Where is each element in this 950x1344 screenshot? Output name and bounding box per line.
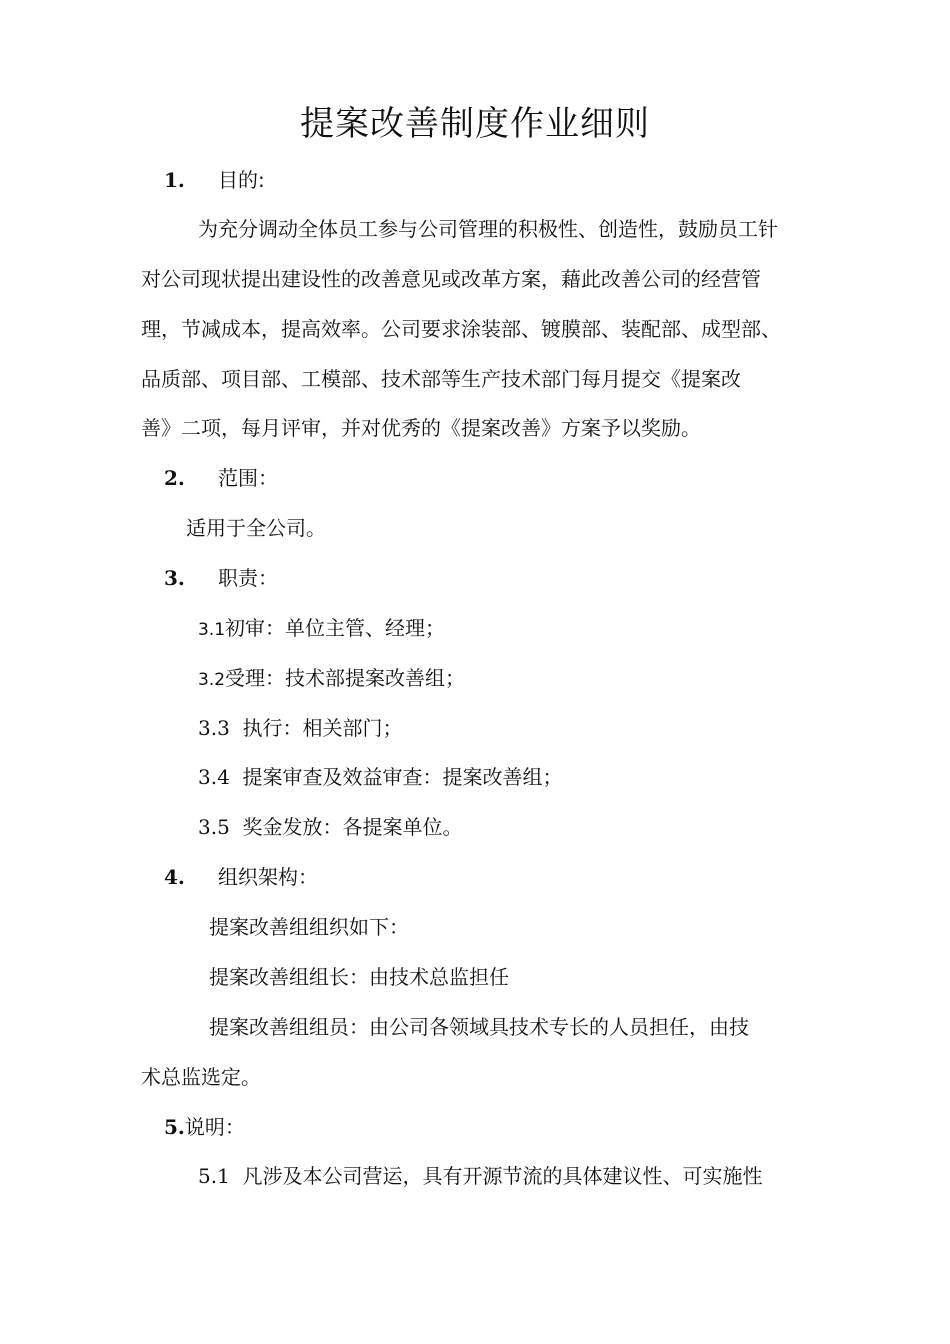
paragraph-line: 品质部、项目部、工模部、技术部等生产技术部门每月提交《提案改 xyxy=(141,367,741,391)
item-text: 奖金发放：各提案单位。 xyxy=(242,815,463,839)
item-number: 3.1 xyxy=(198,620,226,640)
section-3-heading xyxy=(164,564,278,592)
item-text: 初审：单位主管、经理； xyxy=(225,616,446,640)
section-number: 3. xyxy=(164,566,185,590)
list-item xyxy=(198,664,465,694)
item-text: 执行：相关部门； xyxy=(242,716,403,740)
paragraph-line: 理，节减成本，提高效率。公司要求涂装部、镀膜部、装配部、成型部、 xyxy=(141,317,781,341)
item-text: 凡涉及本公司营运，具有开源节流的具体建议性、可实施性 xyxy=(242,1164,763,1188)
section-2-heading xyxy=(164,464,278,492)
section-5-heading xyxy=(164,1113,245,1141)
section-1-heading xyxy=(164,166,265,194)
item-number: 3.5 xyxy=(198,815,230,839)
list-item xyxy=(198,614,445,644)
section-number: 2. xyxy=(164,466,185,490)
paragraph-line: 对公司现状提出建设性的改善意见或改革方案，藉此改善公司的经营管 xyxy=(141,267,761,291)
section-4-heading xyxy=(164,863,318,891)
section-title: 说明： xyxy=(184,1115,245,1139)
section-number: 5. xyxy=(164,1115,185,1139)
document-title: 提案改善制度作业细则 xyxy=(300,104,650,144)
section-title: 范围： xyxy=(218,466,278,490)
item-text: 提案审查及效益审查：提案改善组； xyxy=(242,765,563,789)
section-title: 组织架构： xyxy=(218,865,318,889)
paragraph-line: 提案改善组组织如下： xyxy=(209,915,409,939)
item-number: 3.3 xyxy=(198,716,230,740)
item-number: 3.4 xyxy=(198,765,230,789)
section-number: 1. xyxy=(164,168,185,192)
list-item xyxy=(198,813,463,841)
paragraph-line: 善》二项，每月评审，并对优秀的《提案改善》方案予以奖励。 xyxy=(141,416,701,440)
section-title: 职责： xyxy=(218,566,278,590)
section-title: 目的: xyxy=(218,168,265,192)
item-number: 5.1 xyxy=(198,1164,230,1188)
paragraph-line: 提案改善组组长：由技术总监担任 xyxy=(209,965,509,989)
section-number: 4. xyxy=(164,865,185,889)
paragraph-line: 提案改善组组员：由公司各领域具技术专长的人员担任，由技 xyxy=(209,1015,749,1039)
list-item xyxy=(198,714,403,742)
paragraph-line: 为充分调动全体员工参与公司管理的积极性、创造性，鼓励员工针 xyxy=(198,217,778,241)
list-item xyxy=(198,763,563,791)
paragraph-line: 术总监选定。 xyxy=(141,1065,261,1089)
item-number: 3.2 xyxy=(198,670,226,690)
paragraph-line: 适用于全公司。 xyxy=(186,516,326,540)
list-item xyxy=(198,1162,763,1190)
item-text: 受理：技术部提案改善组； xyxy=(225,666,466,690)
